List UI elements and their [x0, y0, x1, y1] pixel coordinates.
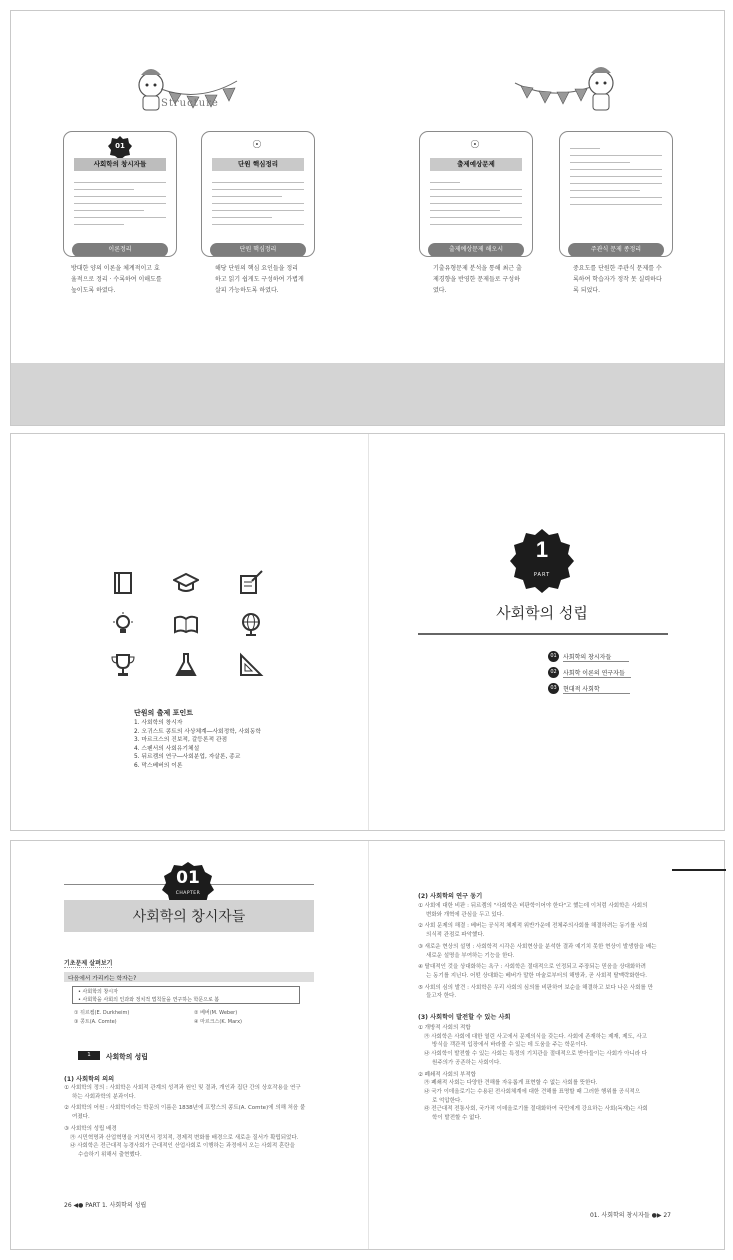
part-title: 사회학의 성립 — [496, 604, 588, 622]
bunting-decoration-right — [511, 59, 623, 117]
exam-points-title: 단원의 출제 포인트 — [134, 709, 193, 717]
section-number: 1 — [78, 1051, 100, 1060]
toc-number: 03 — [548, 683, 559, 694]
answer-options — [74, 1009, 294, 1026]
text-line: ② 사회학의 어원 : 사회학이라는 학문의 이름은 1838년에 프랑스의 콩트(A. Comte)에 의해 처음 붙 — [64, 1105, 306, 1112]
right-body-2 — [418, 1024, 676, 1123]
page-fold — [368, 434, 369, 830]
page-fold — [368, 841, 369, 1249]
text-line: ㉯ 사회학이 발전할 수 있는 사회는 특정의 기치관을 절대적으로 받아들이는 사회가 아니라 다 — [424, 1051, 648, 1058]
section-title: 사회학의 성립 — [106, 1053, 148, 1061]
bullet: • 사회학을 사회의 인과와 정치적 법칙들을 연구하는 학문으로 봄 — [78, 997, 220, 1003]
desc-line: 율적으로 정리 · 수록하여 이해도를 — [71, 276, 162, 283]
chapter-number: 01 — [176, 868, 200, 888]
subsection-heading: (1) 사회학의 의의 — [64, 1076, 115, 1083]
text-line: 의식적 관점로 파악했다. — [426, 932, 485, 939]
text-line: 하는 사회과학의 분과이다. — [72, 1093, 136, 1100]
toc-item[interactable] — [548, 667, 631, 678]
toc-label: 현대적 사회학 — [563, 684, 630, 694]
graduation-cap-icon — [173, 570, 199, 596]
desc-line: 중요도를 단원한 주관식 문제를 수 — [573, 265, 662, 272]
list-item: 6. 막스베버의 이론 — [134, 762, 183, 769]
text-line: ① 사회학의 정의 : 사회학은 사회적 관계의 성격과 원인 및 결과, 개인과 집단 간의 상호작용을 연구 — [64, 1085, 301, 1091]
list-item: 5. 뒤르켐의 연구―사회분업, 자살론, 종교 — [134, 754, 241, 761]
warmup-label: 기초문제 살펴보기 — [64, 960, 113, 967]
card-pill: 출제예상문제 해오시 — [428, 243, 524, 257]
card-title: 단원 핵심정리 — [212, 158, 304, 171]
right-body-1 — [418, 902, 676, 1001]
part-number: 1 — [535, 537, 549, 562]
structure-title: Structure — [161, 98, 219, 109]
structure-spread — [10, 10, 725, 426]
subsection-heading: (2) 사회학의 연구 동기 — [418, 893, 483, 900]
trophy-icon — [110, 652, 136, 678]
card-description — [433, 263, 547, 296]
globe-icon — [238, 611, 264, 637]
desc-line: 하고 읽기 쉽게도 구성하여 가볍게 — [215, 276, 304, 283]
lightbulb-icon: ☉ — [252, 138, 262, 151]
text-line: ① 사회에 대한 비판 : 뒤르켐의 "사회학은 비판학이어야 한다"고 했는데 이처럼 사회학은 사회의 — [418, 903, 648, 909]
desc-line: 록 되었다. — [573, 287, 600, 294]
left-body — [64, 1084, 316, 1160]
toc-label: 사회학의 창시자들 — [563, 652, 629, 662]
toc-item[interactable] — [548, 651, 631, 662]
text-line: 는 동기를 지닌다. 어떤 상대화는 베버가 말한 마술로부터의 해방과, 곧 사회적 탈맥락화한다. — [426, 972, 648, 979]
list-item: 1. 사회학의 창시자 — [134, 720, 183, 726]
text-line: ㉯ 국가 이데올로기는 수용된 전사회체계에 대한 견해를 표명할 때 그러한 행위를 공식적으 — [424, 1088, 641, 1095]
list-item: 2. 오귀스트 콩트의 사상체계―사회정학, 사회동학 — [134, 728, 261, 735]
toc-number: 02 — [548, 667, 559, 678]
card-badge-number: 01 — [115, 142, 125, 150]
card-text-lines — [560, 142, 672, 205]
bullet: • 사회학의 창시자 — [78, 989, 118, 995]
text-line: ② 사회 문제의 해결 : 베버는 공식적 체제적 위반가운데 전체주의사회를 해결하려는 동기를 사회 — [418, 923, 648, 930]
part-title-rule — [418, 633, 668, 635]
lightbulb-icon: ☉ — [470, 138, 480, 151]
list-item: 3. 마르크스의 진보적, 갈등론적 관점 — [134, 737, 228, 744]
card-description — [573, 263, 687, 296]
right-footer: 01. 사회학의 창시자들 ●▶ 27 — [589, 1212, 671, 1219]
desc-line: 해당 단원의 핵심 요인들을 정리 — [215, 265, 298, 272]
exam-points-list — [134, 719, 261, 771]
chapter-label: CHAPTER — [175, 891, 201, 896]
text-line: ㉮ 폐쇄적 사회는 다양한 견해를 자유롭게 표현할 수 없는 사회를 뜻한다. — [424, 1080, 598, 1087]
subsection-heading: (3) 사회학이 발전할 수 있는 사회 — [418, 1014, 511, 1021]
triangle-ruler-icon — [238, 652, 264, 678]
card-theory — [63, 131, 177, 257]
text-line: ㉮ 사회학은 사회에 대한 열린 사고에서 문제의식을 갖는다. 사회에 존재하는 제재, 제도, 사고 — [424, 1033, 647, 1040]
text-line: 새로운 설명을 부여하는 기능을 한다. — [426, 952, 515, 959]
flask-icon — [173, 652, 199, 678]
card-text-lines — [202, 176, 314, 225]
desc-line: 였다. — [433, 287, 447, 294]
card-expected-questions — [419, 131, 533, 257]
toc-number: 01 — [548, 651, 559, 662]
option[interactable]: ④ 마르크스(K. Marx) — [194, 1018, 243, 1025]
text-line: 방식을 객관적 입장에서 바라볼 수 있는 데 도움을 주는 학문이다. — [432, 1042, 588, 1049]
text-line: 원주의가 공존하는 사회이다. — [432, 1059, 502, 1066]
grey-band — [11, 363, 724, 425]
card-description — [215, 263, 329, 296]
card-pill: 이론정리 — [72, 243, 168, 257]
card-summary — [201, 131, 315, 257]
desc-line: 살피 가능하도록 하였다. — [215, 287, 279, 294]
list-item: 4. 스펜서의 사회유기체설 — [134, 745, 200, 752]
card-text-lines — [64, 176, 176, 225]
card-pill: 주관식 문제 종정리 — [568, 243, 664, 257]
text-line: 여졌다. — [72, 1114, 90, 1121]
text-line: 학이 발전할 수 없다. — [432, 1115, 482, 1122]
text-line: ㉰ 전근대적 전통사회, 국가적 이데올로기를 절대화하여 국민에게 강요하는 사회(독재)는 사회 — [424, 1106, 648, 1113]
text-line: ⑤ 사회의 심의 발견 : 사회학은 우리 사회의 심의를 비판하여 보순을 해결하고 보다 나은 사회를 만 — [418, 984, 653, 991]
card-title: 사회학의 창시자들 — [74, 158, 166, 171]
card-subjective — [559, 131, 673, 257]
book-icon — [110, 570, 136, 596]
text-line: ㉯ 사회학은 전근대적 농경사회가 근대적인 산업사회로 이행하는 과정에서 오는 사회적 혼란을 — [70, 1143, 295, 1150]
desc-line: 록하여 학습자가 정작 못 실력하다 — [573, 276, 662, 283]
card-title: 출제예상문제 — [430, 158, 522, 171]
text-line: ③ 사회학의 성립 배경 — [64, 1125, 117, 1132]
document-pen-icon — [238, 570, 264, 596]
desc-line: 방대한 양의 이론을 체계적이고 효 — [71, 265, 160, 272]
card-text-lines — [420, 176, 532, 225]
desc-line: 기출유형문제 분석을 통해 최근 출 — [433, 265, 522, 272]
text-line: ④ 탈대적인 것을 상대화하는 욕구 : 사회학은 절대적으로 인정되고 주장되는 믿음을 상대화하려 — [418, 964, 646, 971]
option[interactable]: ② 베버(M. Weber) — [194, 1010, 238, 1016]
card-description — [71, 263, 185, 296]
text-line: 들고자 한다. — [426, 993, 457, 1000]
desc-line: 제경향을 반영한 문제들로 구성하 — [433, 276, 520, 283]
text-line: 수습하기 위해서 출현했다. — [78, 1151, 142, 1158]
text-line: ㉮ 시민혁명과 산업혁명을 거치면서 정치적, 경제적 변화를 배경으로 새로운 질서가 확립되었다. — [70, 1134, 299, 1141]
option[interactable]: ① 뒤르켐(E. Durkheim) — [74, 1010, 130, 1016]
part-label: PART — [533, 572, 551, 578]
text-line: ① 개방적 사회의 적합 — [418, 1025, 471, 1031]
option[interactable]: ③ 콩트(A. Comte) — [74, 1018, 117, 1025]
question-text: 다음에서 가리키는 학자는? — [68, 976, 137, 982]
text-line: 로 억압한다. — [432, 1097, 463, 1104]
header-accent — [672, 869, 726, 871]
chapter-title: 사회학의 창시자들 — [132, 909, 246, 925]
left-footer: 26 ◀● PART 1. 사회학의 성립 — [64, 1202, 147, 1209]
text-line: 변화와 개혁에 관심을 두고 있다. — [426, 911, 504, 918]
lightbulb-icon — [110, 611, 136, 637]
text-line: ② 폐쇄적 사회의 부적합 — [418, 1071, 476, 1078]
text-line: ③ 새로운 현상의 설명 : 사회학적 시각은 사회현상을 분석한 결과 예기치 못한 현상이 발생함을 배는 — [418, 943, 657, 950]
card-pill: 단원 핵심정리 — [210, 243, 306, 257]
toc-item[interactable] — [548, 683, 631, 694]
question-box — [72, 986, 300, 1004]
toc-label: 사회학 이론의 연구자들 — [563, 668, 631, 678]
open-book-icon — [173, 611, 199, 637]
part-toc — [548, 651, 631, 694]
desc-line: 높이도록 하였다. — [71, 287, 116, 294]
